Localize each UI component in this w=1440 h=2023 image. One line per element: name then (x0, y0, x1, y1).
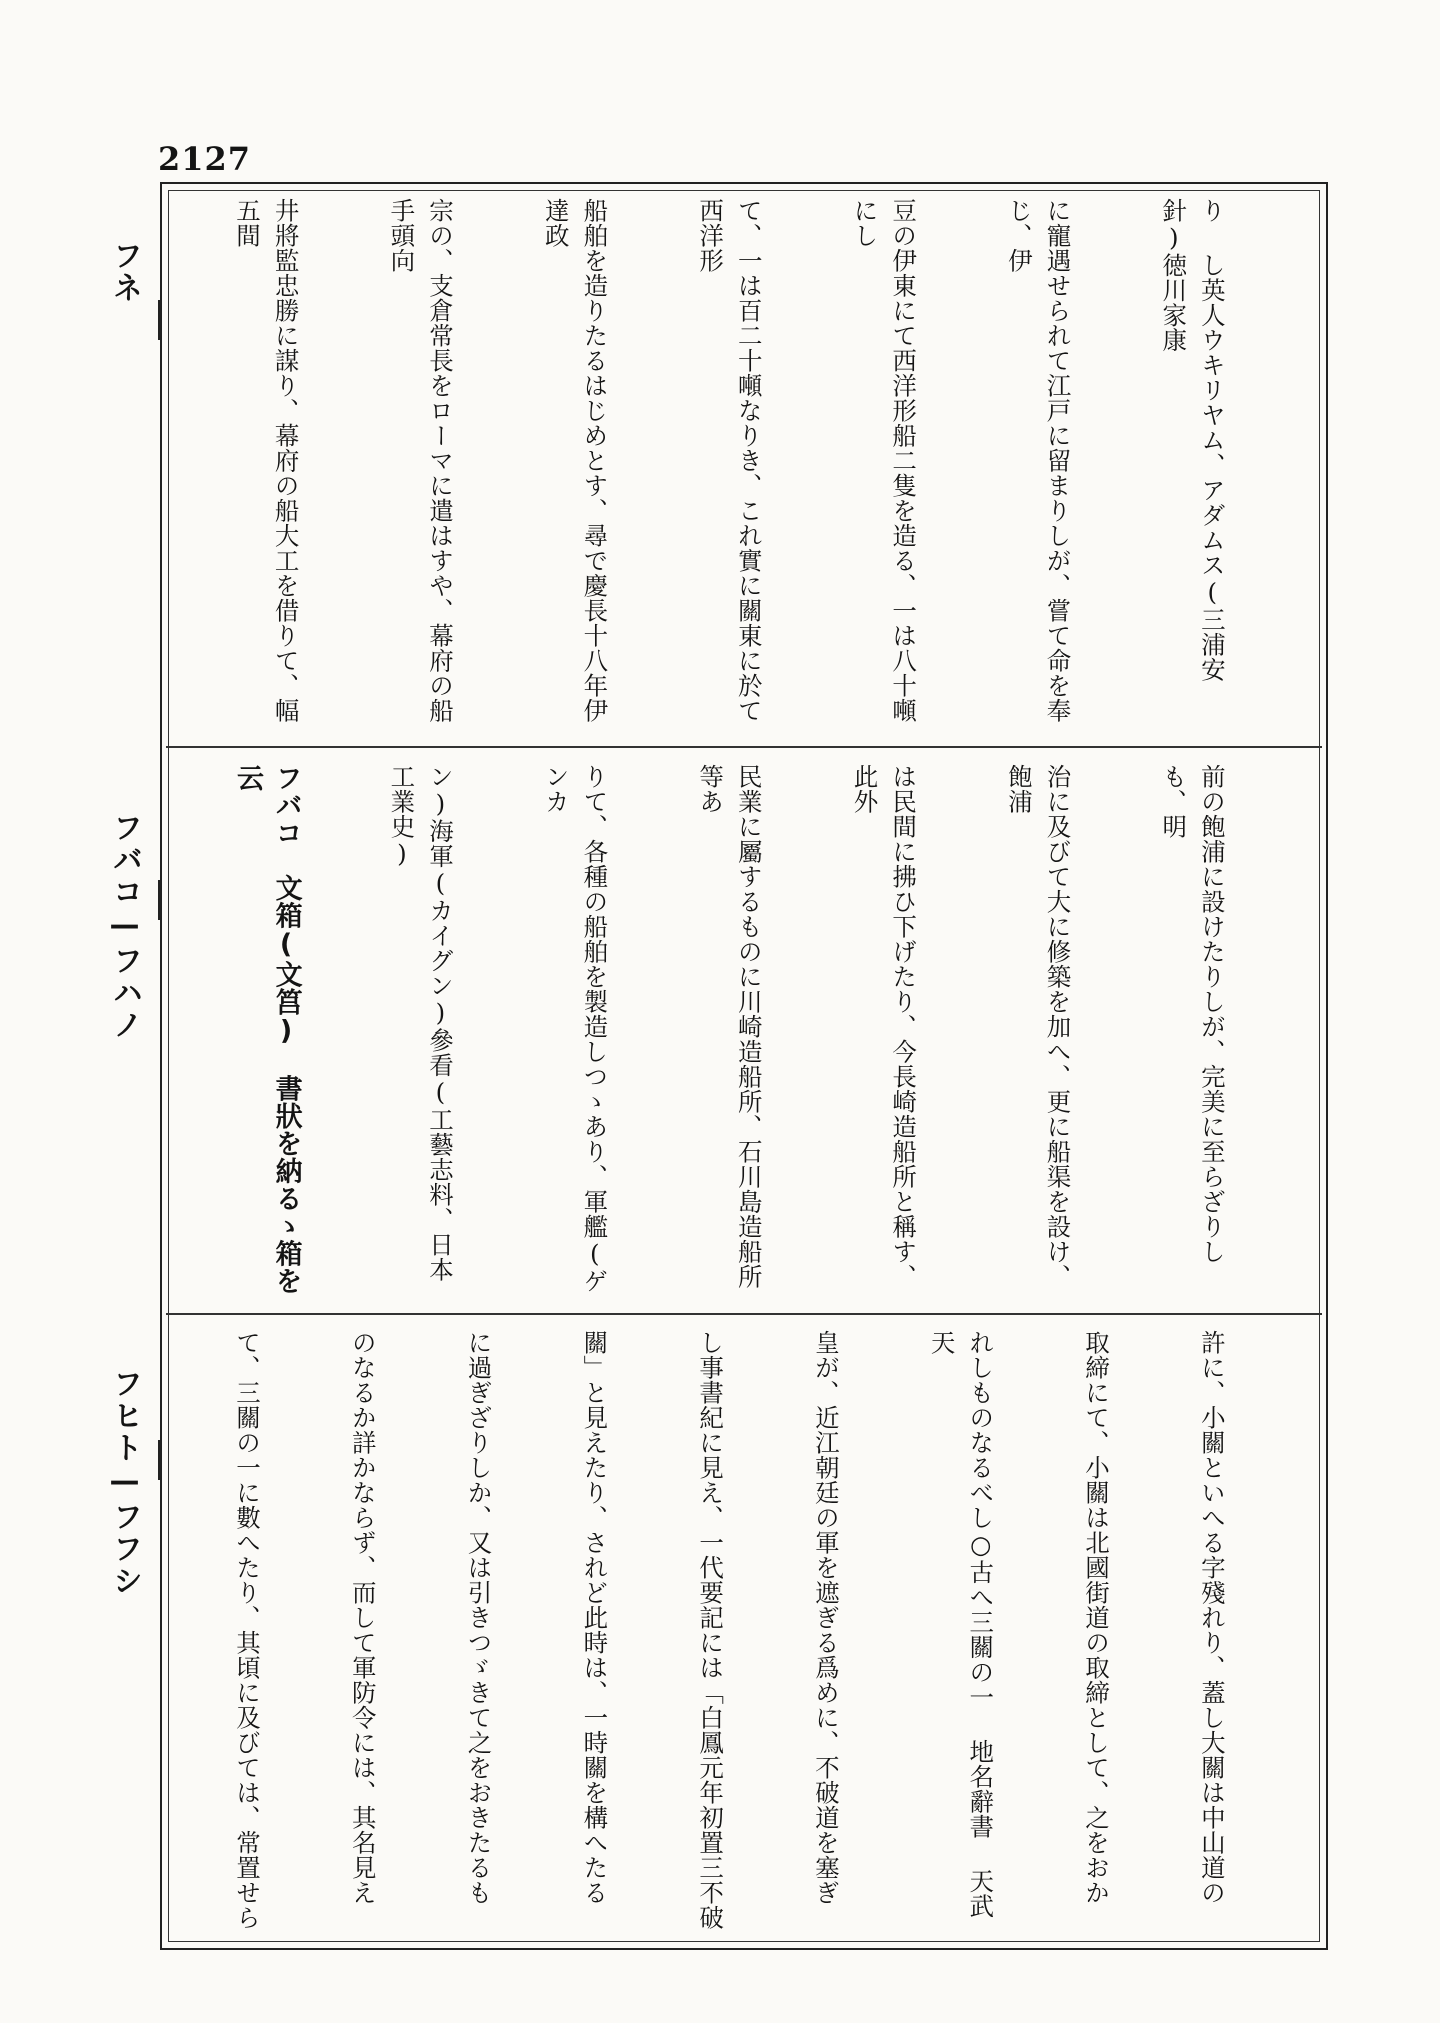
text-column: 取締にて、小關は北國街道の取締として、之をおか (1082, 1330, 1112, 1905)
text-band-bottom (166, 1322, 1322, 1944)
text-column: し事書紀に見え、一代要記には「白鳳元年初置三不破 (696, 1330, 726, 1930)
entry-heading: フバコ 文箱(文筥) 書狀を納るゝ箱を云 (231, 764, 302, 1295)
text-column: て、一は百二十噸なりき、これ實に關東に於て西洋形 (696, 198, 764, 723)
text-column: 前の飽浦に設けたりしが、完美に至らざりしも、明 (1159, 764, 1227, 1264)
text-column: のなるか詳かならず、而して軍防令には、其名見え (348, 1330, 378, 1905)
text-column: 許に、小關といへる字殘れり、蓋し大關は中山道の (1197, 1330, 1227, 1905)
text-band-top (166, 190, 1322, 738)
text-column: 皇が、近江朝廷の軍を遮ぎる爲めに、不破道を塞ぎ (811, 1330, 841, 1905)
text-column: 豆の伊東にて西洋形船二隻を造る、一は八十噸にし (850, 198, 919, 723)
guide-word: フバコ—フハノ (107, 812, 142, 1041)
vertical-text-block (166, 764, 1308, 1300)
text-column: 治に及びて大に修築を加へ、更に船渠を設け、飽浦 (1004, 764, 1073, 1289)
guide-word: フヒト—フフシ (107, 1368, 142, 1597)
text-column: 船舶を造りたるはじめとす、尋で慶長十八年伊達政 (541, 198, 610, 723)
text-column: れしものなるべし○古へ三關の一 地名辭書 天武天 (927, 1330, 996, 1919)
band-divider (166, 1313, 1322, 1315)
text-column: は民間に拂ひ下げたり、今長崎造船所と稱す、此外 (850, 764, 919, 1289)
text-column: に過ぎざりしか、又は引きつゞきて之をおきたるも (464, 1330, 494, 1905)
text-band-middle (166, 756, 1322, 1306)
text-column: り し英人ウキリヤム、アダムス(三浦安針)徳川家康 (1159, 198, 1227, 682)
vertical-text-block (166, 1330, 1308, 1934)
guide-word: フネ (107, 240, 142, 304)
text-column: ン)海軍(カイグン)參看(工藝志料、日本工業史) (387, 764, 455, 1282)
band-divider (166, 746, 1322, 748)
text-column: 民業に屬するものに川崎造船所、石川島造船所等あ (696, 764, 764, 1289)
page-number: 2127 (158, 140, 252, 178)
text-column: に寵遇せられて江戸に留まりしが、嘗て命を奉じ、伊 (1004, 198, 1073, 723)
text-column: 宗の、支倉常長をローマに遣はすや、幕府の船手頭向 (387, 198, 455, 723)
text-column: 關」と見えたり、されど此時は、一時關を構へたる (580, 1330, 610, 1905)
text-column: て、三關の一に數へたり、其頃に及びては、常置せら (232, 1330, 262, 1930)
vertical-text-block (166, 198, 1308, 732)
text-column: りて、各種の船舶を製造しつゝあり、軍艦(ゲンカ (541, 764, 610, 1294)
text-column: 井將監忠勝に謀り、幕府の船大工を借りて、幅五間 (232, 198, 301, 723)
